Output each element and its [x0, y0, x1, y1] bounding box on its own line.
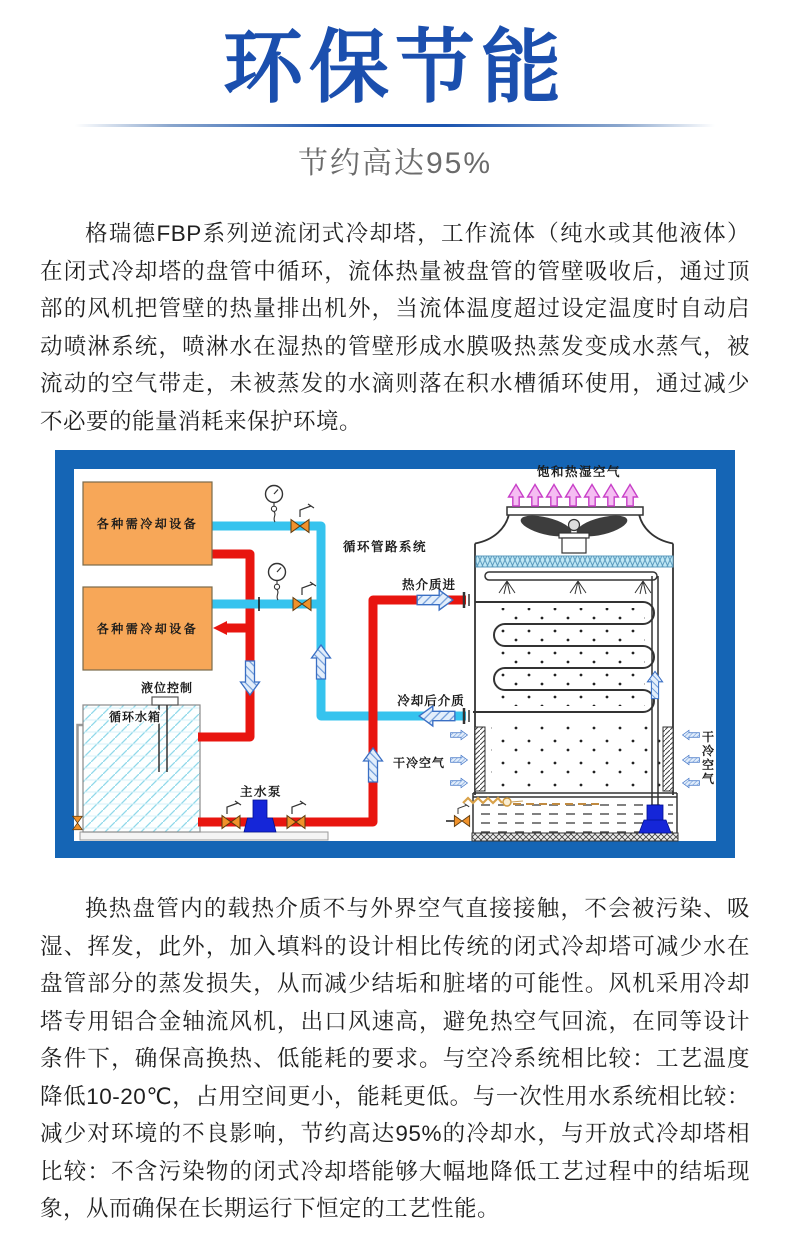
- svg-text:气: 气: [701, 772, 715, 786]
- svg-text:空: 空: [701, 758, 715, 772]
- saturated-air-label: 饱和热湿空气: [536, 465, 622, 479]
- title-divider: [75, 124, 715, 127]
- equipment-box-1: [83, 482, 212, 565]
- main-pump-label: 主水泵: [239, 785, 283, 799]
- circulation-piping-label: 循环管路系统: [342, 540, 428, 554]
- equipment-box-label: 各种需冷却设备: [96, 517, 199, 531]
- louver-right: [663, 727, 673, 791]
- intro-paragraph: 格瑞德FBP系列逆流闭式冷却塔，工作流体（纯水或其他液体）在闭式冷却塔的盘管中循环，流体热量被盘管的管壁吸收后，通过顶部的风机把管壁的热量排出机外，当流体温度超过设定温度时自动启动喷淋系统，喷淋水在湿热的管壁形成水膜吸热蒸发变成水蒸气，被流动的空气带走，未被蒸发的水滴则落在积水槽循环使用，通过减少不必要的能量消耗来保护环境。: [40, 221, 750, 434]
- page: [0, 23, 790, 1238]
- fan-motor: [559, 533, 589, 553]
- drift-eliminator: [476, 556, 673, 567]
- equipment-box-2: [83, 587, 212, 670]
- louver-left: [475, 727, 485, 791]
- cooled-medium-label: 冷却后介质: [397, 694, 465, 708]
- equipment-box-label: 各种需冷却设备: [96, 622, 199, 636]
- svg-text:干: 干: [701, 730, 715, 744]
- svg-text:冷: 冷: [701, 744, 715, 758]
- page-subtitle: 节约高达95%: [297, 147, 493, 180]
- fan-deck: [507, 507, 643, 515]
- dry-air-left-label: 干冷空气: [392, 756, 446, 770]
- spray-header: [485, 572, 657, 580]
- circulation-tank-label: 循环水箱: [108, 710, 162, 724]
- page-title: 环保节能: [223, 23, 567, 112]
- level-control-label: 液位控制: [140, 681, 194, 695]
- hot-medium-in-label: 热介质进: [401, 578, 457, 592]
- detail-paragraph: 换热盘管内的载热介质不与外界空气直接接触，不会被污染、吸湿、挥发，此外，加入填料的设计相比传统的闭式冷却塔可减少水在盘管部分的蒸发损失，从而减少结垢和脏堵的可能性。风机采用冷却塔专用铝合金轴流风机，出口风速高，避免热空气回流，在同等设计条件下，确保高换热、低能耗的要求。与空冷系统相比较：工艺温度降低10-20℃，占用空间更小，能耗更低。与一次性用水系统相比较：减少对环境的不良影响，节约高达95%的冷却水，与开放式冷却塔相比较：不含污染物的闭式冷却塔能够大幅地降低工艺过程中的结垢现象，从而确保在长期运行下恒定的工艺性能。: [40, 896, 750, 1221]
- level-control-device: [152, 697, 178, 705]
- dry-air-right-label: [702, 729, 715, 786]
- cooling-system-diagram: [55, 450, 735, 858]
